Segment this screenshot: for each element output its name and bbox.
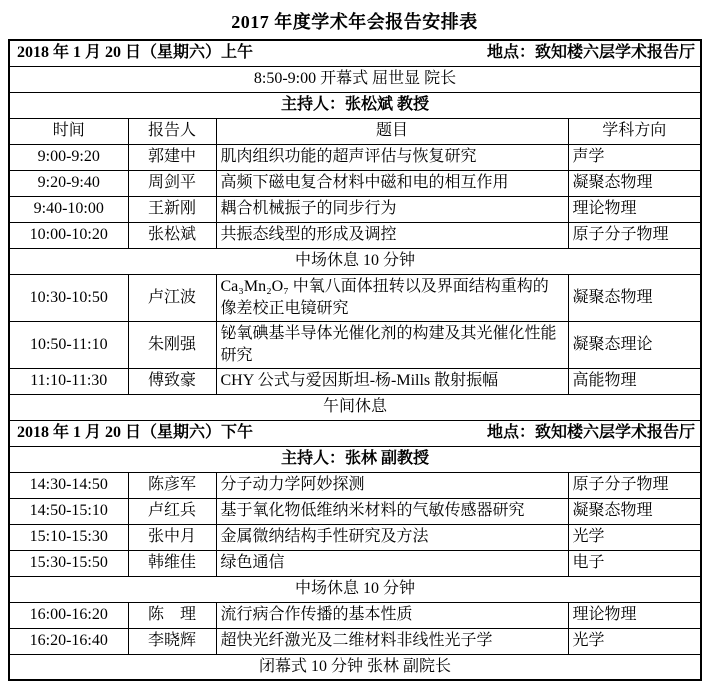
talk-time: 9:00-9:20: [9, 144, 128, 170]
talk-speaker: 傅致豪: [128, 368, 216, 394]
talk-time: 10:00-10:20: [9, 222, 128, 248]
talk-time: 14:30-14:50: [9, 472, 128, 498]
talk-field: 凝聚态物理: [568, 498, 701, 524]
talk-field: 凝聚态物理: [568, 274, 701, 321]
talk-title: 超快光纤激光及二维材料非线性光子学: [216, 628, 568, 654]
talk-row: [9, 498, 701, 524]
lunch-break-row: [9, 394, 701, 420]
talk-speaker: 陈 理: [128, 602, 216, 628]
talk-title: 绿色通信: [216, 550, 568, 576]
session-location: 地点：致知楼六层学术报告厅: [487, 44, 696, 62]
talk-speaker: 王新刚: [128, 196, 216, 222]
talk-row: [9, 602, 701, 628]
talk-field: 电子: [568, 550, 701, 576]
col-header-title: 题目: [216, 118, 568, 144]
talk-time: 9:20-9:40: [9, 170, 128, 196]
talk-row: [9, 524, 701, 550]
session-date: 2018 年 1 月 20 日（星期六）下午: [17, 424, 254, 441]
talk-row: [9, 472, 701, 498]
talk-row: [9, 170, 701, 196]
col-header-speaker: 报告人: [128, 118, 216, 144]
talk-speaker: 郭建中: [128, 144, 216, 170]
break-text: 中场休息 10 分钟: [9, 248, 701, 274]
column-header-row: [9, 118, 701, 144]
talk-title: CHY 公式与爱因斯坦-杨-Mills 散射振幅: [216, 368, 568, 394]
talk-field: 光学: [568, 524, 701, 550]
talk-speaker: 张松斌: [128, 222, 216, 248]
talk-speaker: 卢江波: [128, 274, 216, 321]
talk-time: 9:40-10:00: [9, 196, 128, 222]
talk-field: 声学: [568, 144, 701, 170]
talk-row: [9, 144, 701, 170]
talk-field: 光学: [568, 628, 701, 654]
talk-title: Ca₃Mn₂O₇ 中氧八面体扭转以及界面结构重构的像差校正电镜研究: [216, 274, 568, 321]
talk-speaker: 陈彦军: [128, 472, 216, 498]
talk-title: 分子动力学阿妙探测: [216, 472, 568, 498]
morning-chair-row: [9, 92, 701, 118]
session-header: [14, 42, 696, 64]
session-date: 2018 年 1 月 20 日（星期六）上午: [17, 44, 254, 62]
talk-title: 流行病合作传播的基本性质: [216, 602, 568, 628]
talk-time: 10:50-11:10: [9, 321, 128, 368]
morning-session-row: [9, 40, 701, 66]
talk-title: 共振态线型的形成及调控: [216, 222, 568, 248]
talk-time: 15:10-15:30: [9, 524, 128, 550]
talk-speaker: 朱刚强: [128, 321, 216, 368]
talk-title: 高频下磁电复合材料中磁和电的相互作用: [216, 170, 568, 196]
talk-row: [9, 274, 701, 321]
talk-row: [9, 368, 701, 394]
page-title: 2017 年度学术年会报告安排表: [231, 12, 478, 32]
talk-title: 铋氧碘基半导体光催化剂的构建及其光催化性能研究: [216, 321, 568, 368]
break-row: [9, 248, 701, 274]
talk-title: 基于氧化物低维纳米材料的气敏传感器研究: [216, 498, 568, 524]
talk-speaker: 张中月: [128, 524, 216, 550]
talk-field: 原子分子物理: [568, 472, 701, 498]
closing-ceremony-row: [9, 654, 701, 680]
talk-time: 11:10-11:30: [9, 368, 128, 394]
morning-chair-text: 主持人：张松斌 教授: [9, 92, 701, 118]
talk-field: 高能物理: [568, 368, 701, 394]
session-header: [14, 422, 696, 444]
talk-row: [9, 321, 701, 368]
break-text: 中场休息 10 分钟: [9, 576, 701, 602]
talk-field: 理论物理: [568, 196, 701, 222]
talk-speaker: 李晓辉: [128, 628, 216, 654]
lunch-break-text: 午间休息: [9, 394, 701, 420]
afternoon-session-row: [9, 420, 701, 446]
talk-field: 凝聚态理论: [568, 321, 701, 368]
col-header-time: 时间: [9, 118, 128, 144]
talk-field: 原子分子物理: [568, 222, 701, 248]
talk-time: 16:20-16:40: [9, 628, 128, 654]
talk-title: 肌肉组织功能的超声评估与恢复研究: [216, 144, 568, 170]
talk-row: [9, 550, 701, 576]
talk-row: [9, 196, 701, 222]
schedule-table: [8, 39, 702, 681]
talk-title: 金属微纳结构手性研究及方法: [216, 524, 568, 550]
talk-field: 凝聚态物理: [568, 170, 701, 196]
talk-field: 理论物理: [568, 602, 701, 628]
talk-row: [9, 222, 701, 248]
talk-time: 14:50-15:10: [9, 498, 128, 524]
opening-ceremony-text: 8:50-9:00 开幕式 屈世显 院长: [9, 66, 701, 92]
talk-title: 耦合机械振子的同步行为: [216, 196, 568, 222]
opening-ceremony-row: [9, 66, 701, 92]
talk-speaker: 卢红兵: [128, 498, 216, 524]
closing-ceremony-text: 闭幕式 10 分钟 张林 副院长: [9, 654, 701, 680]
talk-row: [9, 628, 701, 654]
talk-time: 16:00-16:20: [9, 602, 128, 628]
talk-time: 10:30-10:50: [9, 274, 128, 321]
talk-speaker: 韩维佳: [128, 550, 216, 576]
afternoon-chair-text: 主持人：张林 副教授: [9, 446, 701, 472]
col-header-field: 学科方向: [568, 118, 701, 144]
break-row: [9, 576, 701, 602]
session-location: 地点：致知楼六层学术报告厅: [487, 424, 696, 441]
talk-speaker: 周剑平: [128, 170, 216, 196]
afternoon-chair-row: [9, 446, 701, 472]
talk-time: 15:30-15:50: [9, 550, 128, 576]
